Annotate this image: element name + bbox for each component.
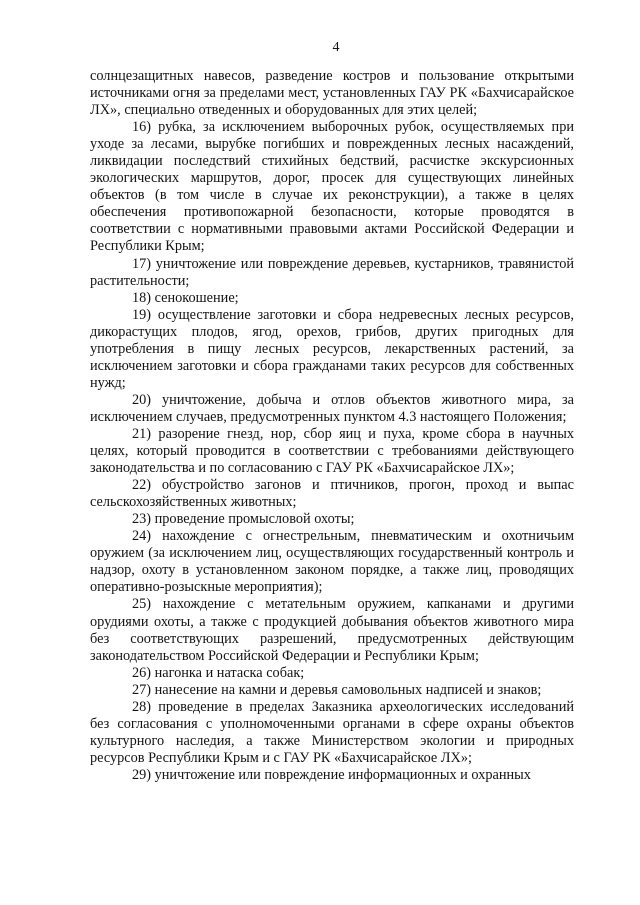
paragraph: 19) осуществление заготовки и сбора недревесных лесных ресурсов, дикорастущих плодов, ягод, орехов, грибов, других пригодных для употребления в пищу лесных ресурсов, лекарственных растений, за исключением заготовки и сбора гражданами таких ресурсов для собственных нужд; [90,306,574,391]
paragraph: 17) уничтожение или повреждение деревьев, кустарников, травянистой растительности; [90,255,574,289]
document-body [90,68,574,784]
paragraph: 24) нахождение с огнестрельным, пневматическим и охотничьим оружием (за исключением лиц, осуществляющих государственный контроль и надзор, охоту в установленном законом порядке, а также лиц, проводящих оперативно-розыскные мероприятия); [90,528,574,596]
paragraph: 23) проведение промысловой охоты; [132,511,355,528]
paragraph: 18) сенокошение; [132,289,239,306]
paragraph: 22) обустройство загонов и птичников, прогон, проход и выпас сельскохозяйственных животных; [90,477,574,511]
paragraph: солнцезащитных навесов, разведение костров и пользование открытыми источниками огня за пределами мест, установленных ГАУ РК «Бахчисарайское ЛХ», специально отведенных и оборудованных для этих целей; [90,68,574,119]
paragraph: 25) нахождение с метательным оружием, капканами и другими орудиями охоты, а также с продукцией добывания объектов животного мира без соответствующих разрешений, предусмотренных действующим законодательством Российской Федерации и Республики Крым; [90,596,574,664]
paragraph: 28) проведение в пределах Заказника археологических исследований без согласования с уполномоченными органами в сфере охраны объектов культурного наследия, а также Министерством экологии и природных ресурсов Республики Крым и с ГАУ РК «Бахчисарайское ЛХ»; [90,698,574,766]
paragraph: 26) нагонка и натаска собак; [132,664,305,681]
page-number: 4 [332,40,340,55]
paragraph: 20) уничтожение, добыча и отлов объектов животного мира, за исключением случаев, предусмотренных пунктом 4.3 настоящего Положения; [90,391,574,425]
paragraph: 29) уничтожение или повреждение информационных и охранных [132,766,531,783]
paragraph: 27) нанесение на камни и деревья самовольных надписей и знаков; [132,681,542,698]
paragraph: 16) рубка, за исключением выборочных рубок, осуществляемых при уходе за лесами, вырубке погибших и поврежденных лесных насаждений, ликвидации последствий стихийных бедствий, расчистке экскурсионных экологических маршрутов, дорог, просек для существующих линейных объектов (в том числе в случае их реконструкции), а также в целях обеспечения противопожарной безопасности, которые проводятся в соответствии с нормативными правовыми актами Российской Федерации и Республики Крым; [90,119,574,255]
paragraph: 21) разорение гнезд, нор, сбор яиц и пуха, кроме сбора в научных целях, который проводится в соответствии с требованиями действующего законодательства и по согласованию с ГАУ РК «Бахчисарайское ЛХ»; [90,425,574,477]
